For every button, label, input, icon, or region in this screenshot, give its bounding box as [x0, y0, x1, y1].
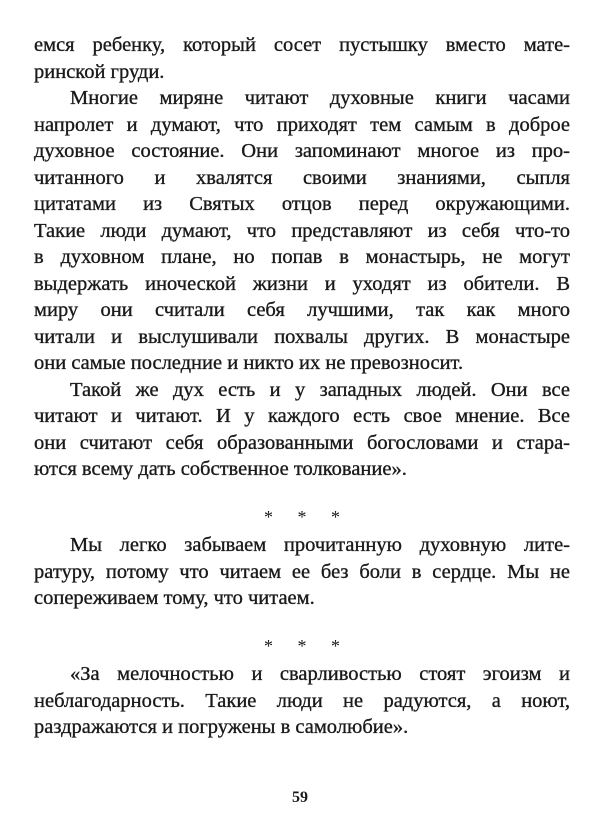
text-line: читанного и хвалятся своими знаниями, сыпля [34, 166, 570, 189]
text-line: сопереживаем тому, что читаем. [34, 587, 315, 609]
paragraph [34, 85, 570, 377]
page-number: 59 [292, 789, 308, 806]
text-line: читают и читают. И у каждого есть свое мнение. Все [34, 405, 570, 427]
text-line: они считают себя образованными богословами и стара- [34, 431, 570, 454]
paragraph [34, 377, 570, 483]
text-line: выдержать иноческой жизни и уходят из обители. В [34, 272, 570, 295]
text-line: ринской груди. [34, 60, 165, 83]
text-line: духовное состояние. Они запоминают многое из про- [34, 140, 570, 162]
paragraph [34, 32, 570, 85]
paragraph [34, 661, 570, 741]
paragraph [34, 532, 570, 612]
section-separator: * * * [264, 506, 350, 527]
text-line: напролет и думают, что приходят тем самым в доброе [34, 113, 570, 136]
text-line: Мы легко забываем прочитанную духовную лите- [70, 534, 570, 556]
text-line: ратуру, потому что читаем ее без боли в сердце. Мы не [34, 560, 570, 583]
text-line: емся ребенку, который сосет пустышку вместо мате- [34, 34, 570, 56]
text-line: «За мелочностью и сварливостью стоят эгоизм и [70, 663, 570, 685]
page-text [34, 32, 570, 741]
text-line: они самые последние и никто их не превозносит. [34, 352, 464, 374]
text-line: Такие люди думают, что представляют из себя что-то [34, 219, 570, 242]
text-line: ются всему дать собственное толкование». [34, 458, 407, 480]
text-line: раздражаются и погружены в самолюбие». [34, 716, 409, 738]
text-line: Такой же дух есть и у западных людей. Они все [70, 378, 570, 401]
section-separator: * * * [264, 635, 350, 656]
text-line: в духовном плане, но попав в монастырь, не могут [34, 246, 570, 268]
text-line: цитатами из Святых отцов перед окружающими. [34, 193, 570, 215]
text-line: Многие миряне читают духовные книги часами [70, 87, 570, 109]
text-line: миру они считали себя лучшими, так как много [34, 299, 570, 321]
text-line: читали и выслушивали похвалы других. В монастыре [34, 325, 570, 348]
text-line: неблагодарность. Такие люди не радуются, а ноют, [34, 689, 570, 712]
